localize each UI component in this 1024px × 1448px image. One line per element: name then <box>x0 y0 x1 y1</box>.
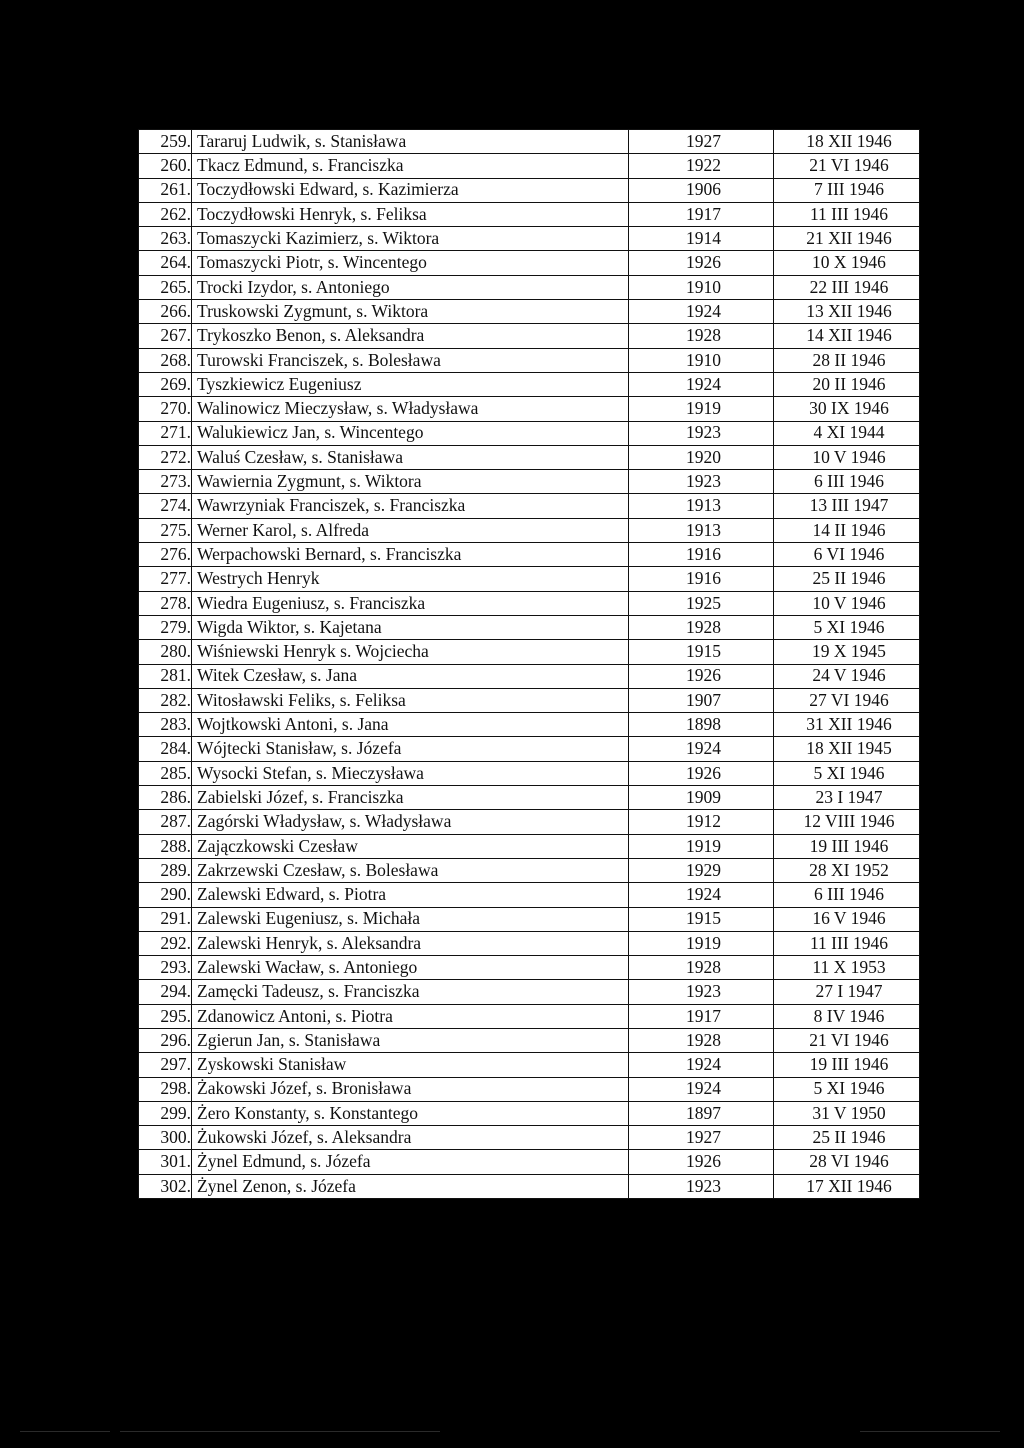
row-number: 290. <box>139 883 192 907</box>
person-name: Werner Karol, s. Alfreda <box>192 518 629 542</box>
table-row <box>139 1150 920 1174</box>
table-row <box>139 251 920 275</box>
row-number: 287. <box>139 810 192 834</box>
record-date: 25 II 1946 <box>774 1126 920 1150</box>
record-date: 27 I 1947 <box>774 980 920 1004</box>
table-row <box>139 1174 920 1198</box>
table-row <box>139 907 920 931</box>
person-name: Tomaszycki Piotr, s. Wincentego <box>192 251 629 275</box>
birth-year: 1924 <box>629 737 774 761</box>
table-row <box>139 178 920 202</box>
row-number: 272. <box>139 445 192 469</box>
birth-year: 1927 <box>629 1126 774 1150</box>
birth-year: 1907 <box>629 688 774 712</box>
row-number: 298. <box>139 1077 192 1101</box>
record-date: 24 V 1946 <box>774 664 920 688</box>
person-name: Wysocki Stefan, s. Mieczysława <box>192 761 629 785</box>
birth-year: 1925 <box>629 591 774 615</box>
table-row <box>139 567 920 591</box>
row-number: 274. <box>139 494 192 518</box>
birth-year: 1915 <box>629 907 774 931</box>
record-date: 21 VI 1946 <box>774 154 920 178</box>
row-number: 288. <box>139 834 192 858</box>
table-row <box>139 494 920 518</box>
birth-year: 1923 <box>629 470 774 494</box>
row-number: 262. <box>139 202 192 226</box>
person-name: Toczydłowski Edward, s. Kazimierza <box>192 178 629 202</box>
row-number: 269. <box>139 372 192 396</box>
person-name: Trocki Izydor, s. Antoniego <box>192 275 629 299</box>
row-number: 259. <box>139 130 192 154</box>
person-name: Witosławski Feliks, s. Feliksa <box>192 688 629 712</box>
person-name: Zalewski Wacław, s. Antoniego <box>192 956 629 980</box>
row-number: 281. <box>139 664 192 688</box>
record-date: 14 II 1946 <box>774 518 920 542</box>
record-date: 19 X 1945 <box>774 640 920 664</box>
birth-year: 1928 <box>629 324 774 348</box>
row-number: 263. <box>139 227 192 251</box>
record-date: 13 III 1947 <box>774 494 920 518</box>
record-date: 21 VI 1946 <box>774 1028 920 1052</box>
row-number: 276. <box>139 543 192 567</box>
person-name: Zakrzewski Czesław, s. Bolesława <box>192 858 629 882</box>
record-date: 31 V 1950 <box>774 1101 920 1125</box>
person-name: Walinowicz Mieczysław, s. Władysława <box>192 397 629 421</box>
table-row <box>139 1053 920 1077</box>
person-name: Turowski Franciszek, s. Bolesława <box>192 348 629 372</box>
table-row <box>139 154 920 178</box>
row-number: 294. <box>139 980 192 1004</box>
table-body <box>139 130 920 1199</box>
table-row <box>139 1004 920 1028</box>
person-name: Zalewski Edward, s. Piotra <box>192 883 629 907</box>
person-name: Wawrzyniak Franciszek, s. Franciszka <box>192 494 629 518</box>
table-row <box>139 640 920 664</box>
row-number: 267. <box>139 324 192 348</box>
record-date: 11 III 1946 <box>774 931 920 955</box>
record-date: 22 III 1946 <box>774 275 920 299</box>
record-date: 14 XII 1946 <box>774 324 920 348</box>
row-number: 297. <box>139 1053 192 1077</box>
row-number: 295. <box>139 1004 192 1028</box>
record-date: 31 XII 1946 <box>774 713 920 737</box>
birth-year: 1919 <box>629 397 774 421</box>
row-number: 261. <box>139 178 192 202</box>
record-date: 19 III 1946 <box>774 834 920 858</box>
row-number: 291. <box>139 907 192 931</box>
record-date: 10 V 1946 <box>774 445 920 469</box>
table-row <box>139 980 920 1004</box>
person-name: Żynel Zenon, s. Józefa <box>192 1174 629 1198</box>
record-date: 23 I 1947 <box>774 786 920 810</box>
birth-year: 1914 <box>629 227 774 251</box>
person-name: Wojtkowski Antoni, s. Jana <box>192 713 629 737</box>
table-row <box>139 810 920 834</box>
table-row <box>139 397 920 421</box>
table-row <box>139 713 920 737</box>
footer-rule-right <box>860 1431 1000 1432</box>
person-name: Wójtecki Stanisław, s. Józefa <box>192 737 629 761</box>
record-date: 20 II 1946 <box>774 372 920 396</box>
person-name: Zamęcki Tadeusz, s. Franciszka <box>192 980 629 1004</box>
table-row <box>139 1077 920 1101</box>
person-name: Zalewski Eugeniusz, s. Michała <box>192 907 629 931</box>
names-register-table <box>138 129 920 1199</box>
birth-year: 1924 <box>629 372 774 396</box>
person-name: Tkacz Edmund, s. Franciszka <box>192 154 629 178</box>
table-row <box>139 956 920 980</box>
table-row <box>139 445 920 469</box>
person-name: Werpachowski Bernard, s. Franciszka <box>192 543 629 567</box>
record-date: 28 XI 1952 <box>774 858 920 882</box>
person-name: Wiśniewski Henryk s. Wojciecha <box>192 640 629 664</box>
birth-year: 1897 <box>629 1101 774 1125</box>
record-date: 6 III 1946 <box>774 470 920 494</box>
person-name: Wiedra Eugeniusz, s. Franciszka <box>192 591 629 615</box>
row-number: 280. <box>139 640 192 664</box>
row-number: 289. <box>139 858 192 882</box>
table-row <box>139 834 920 858</box>
table-row <box>139 591 920 615</box>
row-number: 270. <box>139 397 192 421</box>
person-name: Zajączkowski Czesław <box>192 834 629 858</box>
table-row <box>139 786 920 810</box>
row-number: 285. <box>139 761 192 785</box>
table-row <box>139 1126 920 1150</box>
birth-year: 1906 <box>629 178 774 202</box>
birth-year: 1916 <box>629 543 774 567</box>
person-name: Wigda Wiktor, s. Kajetana <box>192 615 629 639</box>
record-date: 10 V 1946 <box>774 591 920 615</box>
table-row <box>139 300 920 324</box>
birth-year: 1923 <box>629 980 774 1004</box>
row-number: 268. <box>139 348 192 372</box>
birth-year: 1922 <box>629 154 774 178</box>
row-number: 273. <box>139 470 192 494</box>
table-row <box>139 664 920 688</box>
table-row <box>139 372 920 396</box>
row-number: 266. <box>139 300 192 324</box>
person-name: Zyskowski Stanisław <box>192 1053 629 1077</box>
row-number: 296. <box>139 1028 192 1052</box>
row-number: 300. <box>139 1126 192 1150</box>
person-name: Waluś Czesław, s. Stanisława <box>192 445 629 469</box>
record-date: 11 X 1953 <box>774 956 920 980</box>
table-row <box>139 761 920 785</box>
table-row <box>139 275 920 299</box>
record-date: 30 IX 1946 <box>774 397 920 421</box>
birth-year: 1924 <box>629 300 774 324</box>
birth-year: 1928 <box>629 956 774 980</box>
row-number: 275. <box>139 518 192 542</box>
birth-year: 1924 <box>629 1077 774 1101</box>
person-name: Walukiewicz Jan, s. Wincentego <box>192 421 629 445</box>
row-number: 299. <box>139 1101 192 1125</box>
row-number: 265. <box>139 275 192 299</box>
person-name: Zalewski Henryk, s. Aleksandra <box>192 931 629 955</box>
table-row <box>139 931 920 955</box>
record-date: 5 XI 1946 <box>774 1077 920 1101</box>
record-date: 17 XII 1946 <box>774 1174 920 1198</box>
row-number: 271. <box>139 421 192 445</box>
row-number: 278. <box>139 591 192 615</box>
birth-year: 1927 <box>629 130 774 154</box>
record-date: 10 X 1946 <box>774 251 920 275</box>
person-name: Trykoszko Benon, s. Aleksandra <box>192 324 629 348</box>
record-date: 28 VI 1946 <box>774 1150 920 1174</box>
table-row <box>139 615 920 639</box>
row-number: 279. <box>139 615 192 639</box>
record-date: 16 V 1946 <box>774 907 920 931</box>
record-date: 4 XI 1944 <box>774 421 920 445</box>
birth-year: 1923 <box>629 1174 774 1198</box>
row-number: 284. <box>139 737 192 761</box>
row-number: 293. <box>139 956 192 980</box>
person-name: Zabielski Józef, s. Franciszka <box>192 786 629 810</box>
birth-year: 1898 <box>629 713 774 737</box>
person-name: Tararuj Ludwik, s. Stanisława <box>192 130 629 154</box>
birth-year: 1928 <box>629 1028 774 1052</box>
table-row <box>139 688 920 712</box>
record-date: 21 XII 1946 <box>774 227 920 251</box>
birth-year: 1926 <box>629 761 774 785</box>
row-number: 302. <box>139 1174 192 1198</box>
person-name: Zdanowicz Antoni, s. Piotra <box>192 1004 629 1028</box>
table-row <box>139 737 920 761</box>
person-name: Toczydłowski Henryk, s. Feliksa <box>192 202 629 226</box>
table-row <box>139 543 920 567</box>
birth-year: 1919 <box>629 834 774 858</box>
person-name: Truskowski Zygmunt, s. Wiktora <box>192 300 629 324</box>
person-name: Wawiernia Zygmunt, s. Wiktora <box>192 470 629 494</box>
person-name: Żukowski Józef, s. Aleksandra <box>192 1126 629 1150</box>
person-name: Witek Czesław, s. Jana <box>192 664 629 688</box>
birth-year: 1915 <box>629 640 774 664</box>
record-date: 5 XI 1946 <box>774 615 920 639</box>
footer-rule-middle <box>120 1431 440 1432</box>
table-row <box>139 518 920 542</box>
row-number: 292. <box>139 931 192 955</box>
person-name: Żynel Edmund, s. Józefa <box>192 1150 629 1174</box>
table-row <box>139 348 920 372</box>
birth-year: 1910 <box>629 348 774 372</box>
record-date: 28 II 1946 <box>774 348 920 372</box>
birth-year: 1917 <box>629 202 774 226</box>
record-date: 25 II 1946 <box>774 567 920 591</box>
birth-year: 1926 <box>629 664 774 688</box>
person-name: Żakowski Józef, s. Bronisława <box>192 1077 629 1101</box>
table-row <box>139 324 920 348</box>
row-number: 283. <box>139 713 192 737</box>
birth-year: 1909 <box>629 786 774 810</box>
birth-year: 1928 <box>629 615 774 639</box>
table-row <box>139 1101 920 1125</box>
record-date: 12 VIII 1946 <box>774 810 920 834</box>
footer-rule-left <box>20 1431 110 1432</box>
birth-year: 1917 <box>629 1004 774 1028</box>
birth-year: 1916 <box>629 567 774 591</box>
table-row <box>139 130 920 154</box>
birth-year: 1913 <box>629 494 774 518</box>
person-name: Westrych Henryk <box>192 567 629 591</box>
row-number: 286. <box>139 786 192 810</box>
person-name: Żero Konstanty, s. Konstantego <box>192 1101 629 1125</box>
table-row <box>139 202 920 226</box>
record-date: 19 III 1946 <box>774 1053 920 1077</box>
record-date: 13 XII 1946 <box>774 300 920 324</box>
birth-year: 1929 <box>629 858 774 882</box>
row-number: 260. <box>139 154 192 178</box>
person-name: Zgierun Jan, s. Stanisława <box>192 1028 629 1052</box>
person-name: Tyszkiewicz Eugeniusz <box>192 372 629 396</box>
row-number: 282. <box>139 688 192 712</box>
table-row <box>139 470 920 494</box>
table-row <box>139 227 920 251</box>
record-date: 6 III 1946 <box>774 883 920 907</box>
birth-year: 1910 <box>629 275 774 299</box>
record-date: 8 IV 1946 <box>774 1004 920 1028</box>
record-date: 6 VI 1946 <box>774 543 920 567</box>
person-name: Tomaszycki Kazimierz, s. Wiktora <box>192 227 629 251</box>
record-date: 7 III 1946 <box>774 178 920 202</box>
birth-year: 1926 <box>629 1150 774 1174</box>
table-row <box>139 1028 920 1052</box>
person-name: Zagórski Władysław, s. Władysława <box>192 810 629 834</box>
birth-year: 1912 <box>629 810 774 834</box>
row-number: 301. <box>139 1150 192 1174</box>
birth-year: 1920 <box>629 445 774 469</box>
birth-year: 1913 <box>629 518 774 542</box>
row-number: 277. <box>139 567 192 591</box>
birth-year: 1923 <box>629 421 774 445</box>
row-number: 264. <box>139 251 192 275</box>
table-row <box>139 858 920 882</box>
birth-year: 1926 <box>629 251 774 275</box>
birth-year: 1924 <box>629 883 774 907</box>
record-date: 27 VI 1946 <box>774 688 920 712</box>
record-date: 5 XI 1946 <box>774 761 920 785</box>
record-date: 18 XII 1946 <box>774 130 920 154</box>
record-date: 11 III 1946 <box>774 202 920 226</box>
table-row <box>139 883 920 907</box>
record-date: 18 XII 1945 <box>774 737 920 761</box>
birth-year: 1924 <box>629 1053 774 1077</box>
birth-year: 1919 <box>629 931 774 955</box>
table-row <box>139 421 920 445</box>
